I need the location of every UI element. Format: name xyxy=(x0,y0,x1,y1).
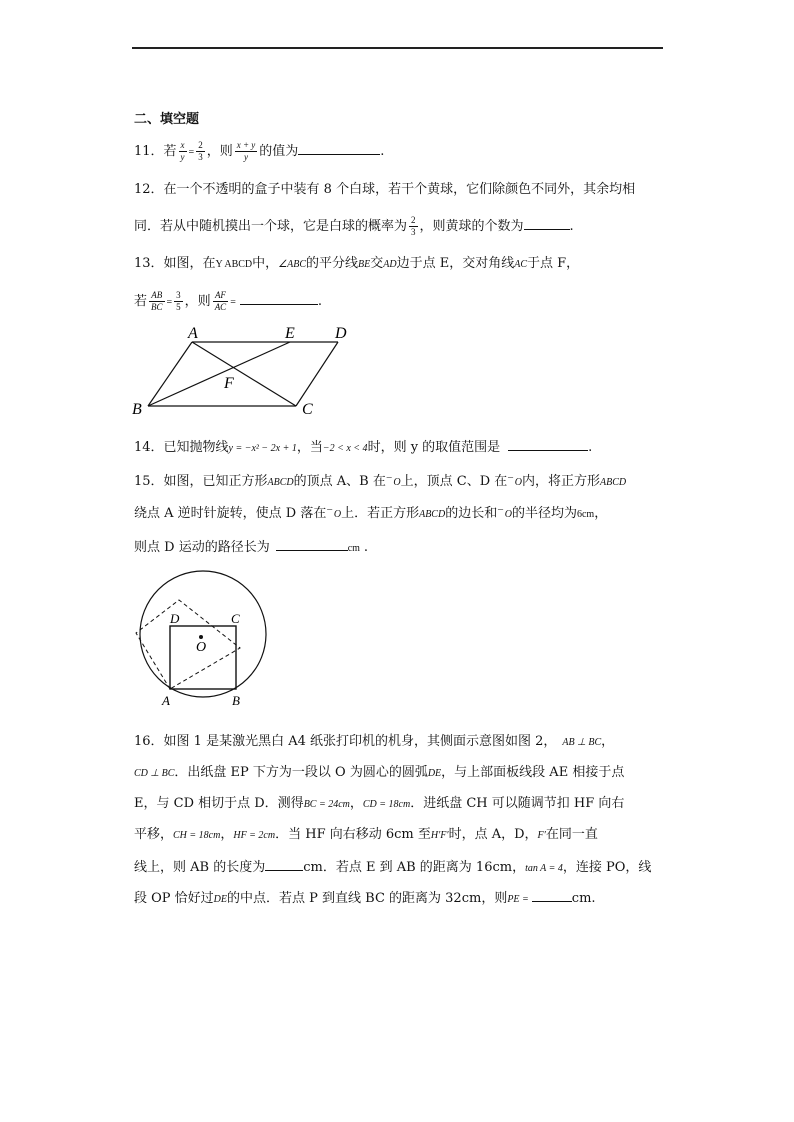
label-a: A xyxy=(162,693,170,708)
answer-blank[interactable] xyxy=(276,538,348,551)
question-16-line4: 平移，CH = 18cm，HF = 2cm．当 HF 向右移动 6cm 至H′F′时，点 A，D，F′在同一直 xyxy=(134,827,598,842)
fraction-2-over-3: $\frac{2}{3}$ xyxy=(411,215,416,237)
question-16-line1: 16．如图 1 是某激光黑白 A4 纸张打印机的机身，其侧面示意图如图 2， AB ⊥ BC， xyxy=(134,734,615,749)
label-d: D xyxy=(170,611,180,626)
question-16-line5: 线上，则 AB 的长度为 cm．若点 E 到 AB 的距离为 16cm，tan A = 4，连接 PO，线 xyxy=(134,860,652,875)
parallelogram-figure xyxy=(130,322,360,418)
label-d: D xyxy=(335,325,347,342)
answer-blank-pe[interactable] xyxy=(532,889,572,902)
fraction-af-over-ac: $\frac{AF}{AC}$ xyxy=(214,290,227,312)
question-11: 11．若 $\frac{x}{y}$ = $\frac{2}{3}$ ，则 $\frac{x + y}{y}$ 的值为 . xyxy=(134,140,385,162)
question-16-line3: E，与 CD 相切于点 D．测得BC = 24cm，CD = 18cm．进纸盘 CH 可以随调节扣 HF 向右 xyxy=(134,796,625,811)
question-12-line1: 12．在一个不透明的盒子中装有 8 个白球，若干个黄球，它们除颜色不同外，其余均相 xyxy=(134,182,636,197)
question-13-line1: 13．如图，在Y ABCD中，∠ABC的平分线BE交AD边于点 E，交对角线AC于点 F， xyxy=(134,256,580,271)
question-15-line1: 15．如图，已知正方形ABCD的顶点 A、B 在¯ O上，顶点 C、D 在¯ O内，将正方形ABCD xyxy=(134,474,627,489)
fraction-2-over-3: $\frac{2}{3}$ xyxy=(198,140,203,162)
question-12-line2: 同．若从中随机摸出一个球，它是白球的概率为 $\frac{2}{3}$ ，则黄球的个数为 . xyxy=(134,215,574,237)
label-b: B xyxy=(232,693,240,708)
label-a: A xyxy=(188,325,198,342)
fraction-xy-over-y: $\frac{x + y}{y}$ xyxy=(236,140,256,162)
fraction-ab-over-bc: $\frac{AB}{BC}$ xyxy=(151,290,163,312)
label-e: E xyxy=(285,325,295,342)
question-16-line2: CD ⊥ BC．出纸盘 EP 下方为一段以 O 为圆心的圆弧DE，与上部面板线段 AE 相接于点 xyxy=(134,765,625,780)
fraction-x-over-y: $\frac{x}{y}$ xyxy=(180,140,185,162)
question-13-line2: 若 $\frac{AB}{BC}$ = $\frac{3}{5}$ ，则 $\frac{AF}{AC}$ = . xyxy=(134,290,322,312)
question-15-line2: 绕点 A 逆时针旋转，使点 D 落在¯ O上．若正方形ABCD的边长和¯ O的半径均为6cm， xyxy=(134,506,608,521)
answer-blank[interactable] xyxy=(524,217,570,230)
label-o: O xyxy=(196,640,207,655)
answer-blank[interactable] xyxy=(508,438,588,451)
label-c: C xyxy=(302,401,313,418)
label-f: F xyxy=(224,375,234,392)
fraction-3-over-5: $\frac{3}{5}$ xyxy=(176,290,181,312)
section-title: 二、填空题 xyxy=(134,112,200,127)
answer-blank-ab[interactable] xyxy=(265,858,303,871)
header-rule xyxy=(132,47,663,49)
question-14: 14．已知抛物线y = −x² − 2x + 1，当−2 < x < 4时，则 y 的取值范围是 . xyxy=(134,440,593,455)
question-16-line6: 段 OP 恰好过DE的中点．若点 P 到直线 BC 的距离为 32cm，则PE = cm. xyxy=(134,891,596,906)
question-15-line3: 则点 D 运动的路径长为 cm . xyxy=(134,540,369,555)
label-c: C xyxy=(231,611,240,626)
answer-blank[interactable] xyxy=(240,292,318,305)
label-b: B xyxy=(132,401,142,418)
circle-square-figure xyxy=(130,570,280,710)
answer-blank[interactable] xyxy=(298,142,380,155)
